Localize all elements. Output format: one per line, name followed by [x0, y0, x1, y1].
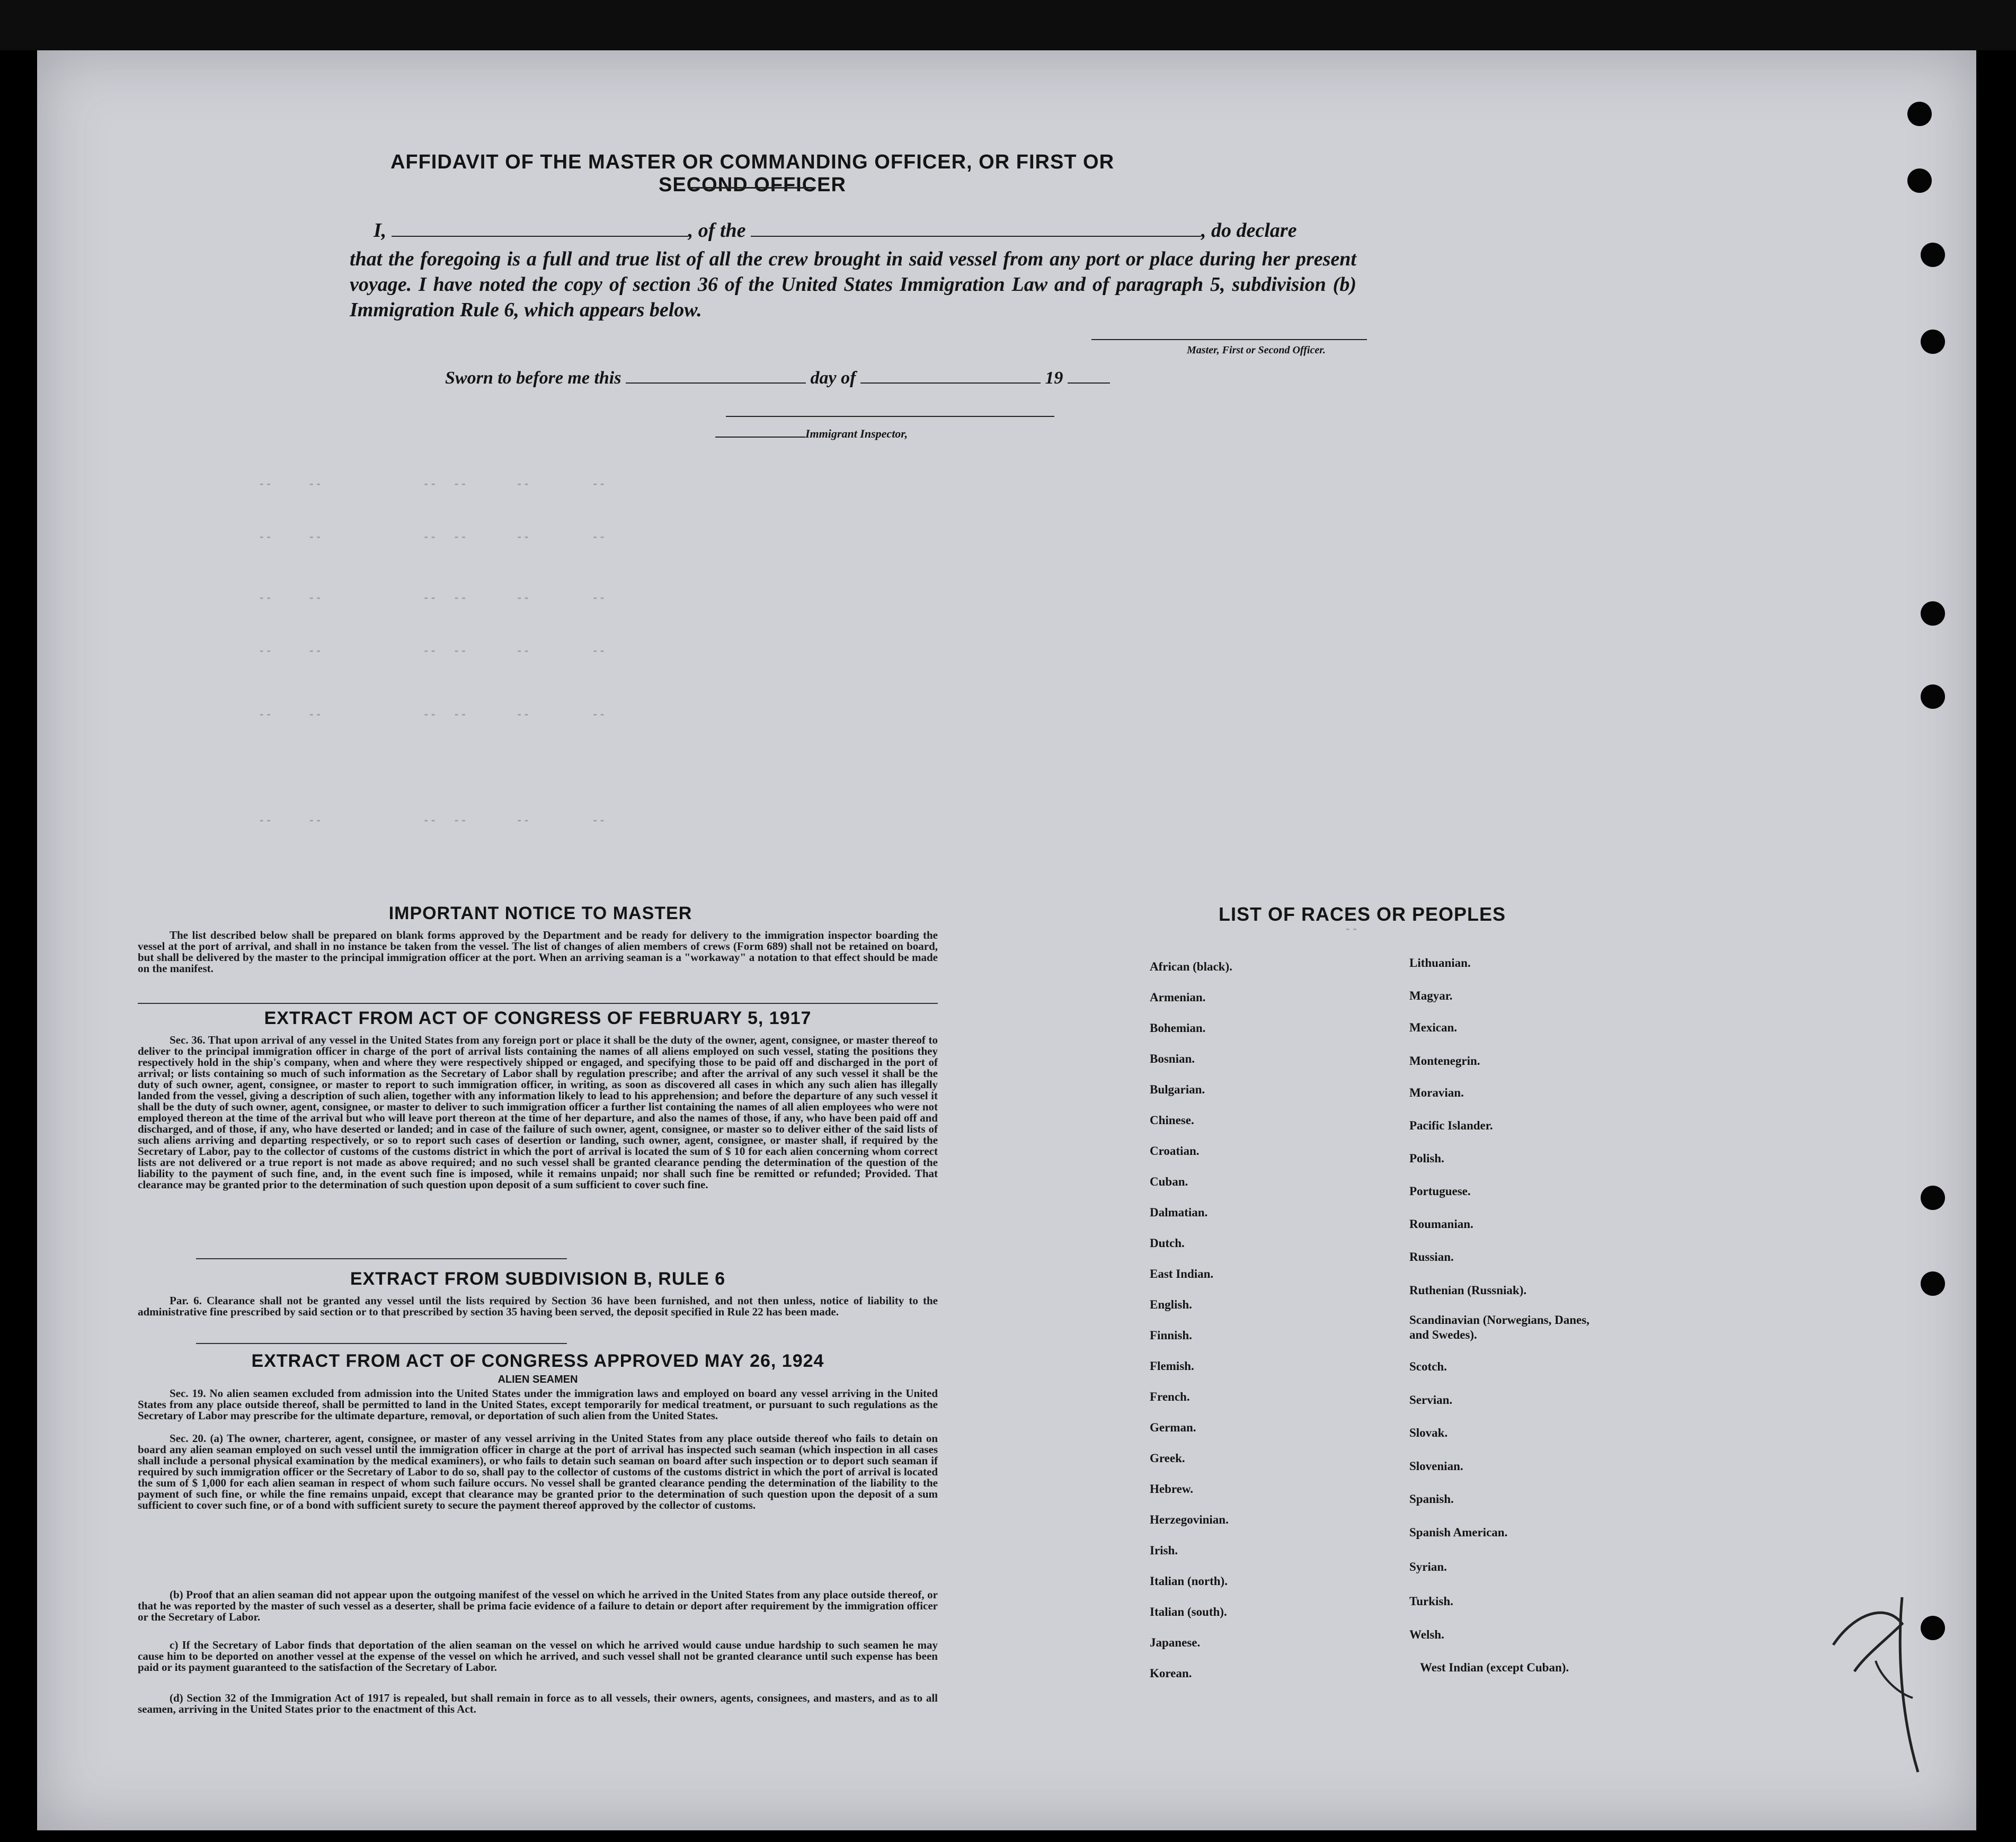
race-item: Spanish.: [1409, 1492, 1454, 1506]
race-item: Welsh.: [1409, 1628, 1444, 1641]
sec20a-body: Sec. 20. (a) The owner, charterer, agent, consignee, or master of any vessel arriving in the United States from any place outside thereof who fails to detain on board any alien seaman employed on such vessel until the immigration officer in charge at the port of arrival has inspected such seaman (which inspection in all cases shall include a personal physical examination by the medical examiners), or who fails to detain such seaman on board after such inspection or to deport such seaman if required by such immigration officer or the Secretary of Labor to do so, shall pay to the collector of customs of the customs district in which the port of arrival is located the sum of $ 1,000 for each alien seaman in respect of whom such failure occurs. No vessel shall be granted clearance pending the determination of the liability to the payment of such fine, or while the fine remains unpaid, except that clearance may be granted prior to the determination of such question upon the deposit of a sum sufficient to cover such fine, or of a bond with sufficient surety to secure the payment thereof approved by the collector of customs.: [138, 1432, 938, 1511]
race-item: German.: [1150, 1421, 1196, 1434]
affidavit-declaration-line: [374, 219, 1296, 242]
race-item: Moravian.: [1409, 1086, 1464, 1099]
signature-label: Master, First or Second Officer.: [1187, 344, 1326, 356]
scan-top-edge: [0, 0, 2016, 50]
act-1917-title: EXTRACT FROM ACT OF CONGRESS OF FEBRUARY 5, 1917: [264, 1008, 812, 1028]
race-item: Syrian.: [1409, 1560, 1447, 1573]
binder-hole-icon: [1921, 1186, 1945, 1210]
act-1917-text: [138, 1035, 938, 1190]
race-item: Chinese.: [1150, 1114, 1194, 1127]
race-item: West Indian (except Cuban).: [1420, 1661, 1569, 1674]
vessel-blank[interactable]: [751, 223, 1201, 237]
binder-hole-icon: [1907, 168, 1932, 193]
race-item: Finnish.: [1150, 1329, 1192, 1342]
notice-rule: [138, 1003, 938, 1004]
race-item: French.: [1150, 1390, 1190, 1403]
sworn-line: [445, 368, 1110, 388]
race-item: Herzegovinian.: [1150, 1513, 1229, 1526]
signature-line[interactable]: [1091, 339, 1367, 340]
sworn-day-of: day of: [810, 368, 856, 388]
manifest-back-page: AFFIDAVIT OF THE MASTER OR COMMANDING OFFICER, OR FIRST OR SECOND OFFICER I, , of the , do declare that the foregoing is a full and true list of all the crew brought in said vessel from any port or place during her present voyage. I have noted the copy of section 36 of the United States Immigration Law and of paragraph 5, subdivision (b) Immigration Rule 6, which appears below. Master, First or Second Officer. Sworn to before me this day of 19 Immigrant Inspector, - - - - - - - - - - - - - - - - - - - - - - - - - - - - - - - - - - - - - - - - - - - - - - - - - - - - - - - - - - - - - - - - - - - - - - - - IMPORTANT NOTICE TO MASTER The list described below shall be prepared on blank forms approved by the Department and be ready for delivery to the immigration inspector boarding the vessel at the port of arrival, and shall in no instance be taken from the vessel. The list of changes of alien members of crews (Form 689) shall not be retained on board, but shall be delivered by the master to the principal immigration officer at the port. When an arriving seaman is a "workaway" a notation to that effect should be made on the manifest. EXTRACT FROM ACT OF CONGRESS OF FEBRUARY 5, 1917 Sec. 36. That upon arrival of any vessel in the United States from any foreign port or place it shall be the duty of the owner, agent, consignee, or master thereof to deliver to the principal immigration officer in charge of the port of arrival lists containing the names of all aliens employed on such vessel, stating the positions they respectively hold in the ship's company, when and where they were respectively shipped or engaged, and specifying those to be paid off and discharged in the port of arrival; or lists containing so much of such information as the Secretary of Labor shall by regulation prescribe; and after the arrival of any such vessel it shall be the duty of such owner, agent, consignee, or master to report to such immigration officer, in writing, as soon as discovered all cases in which any such alien has illegally landed from the vessel, giving a description of such alien, together with any information likely to lead to his apprehension; and before the departure of any such vessel it shall be the duty of such owner, agent, consignee, or master to deliver to such immigration officer a further list containing the names of all alien employees who were not employed thereon at the time of the arrival but who will leave port thereon at the time of her departure, and also the names of those, if any, who have been paid off and discharged, and of those, if any, who have deserted or landed; and in case of the failure of such owner, agent, consignee, or master so to deliver either of the said lists of such aliens arriving and departing respectively, or so to report such cases of desertion or landing, such owner, agent, consignee, or master shall, if required by the Secretary of Labor, pay to the collector of customs of the customs district in which the port of arrival is located the sum of $ 10 for each alien concerning whom correct lists are not delivered or a true report is not made as above required; and no such vessel shall be granted clearance pending the determination of the question of the liability to the payment of such fine, and, in the event such fine is imposed, while it remains unpaid; nor shall such fine be remitted or refunded; Provided. That clearance may be granted prior to the determination of such question upon deposit of a sum sufficient to cover such fine. EXTRACT FROM SUBDIVISION B, RULE 6 Par. 6. Clearance shall not be granted any vessel until the lists required by Section 36 have been furnished, and not then unless, notice of liability to the administrative fine prescribed by said section or to that prescribed by section 35 having been served, the deposit specified in Rule 22 has been made. EXTRACT FROM ACT OF CONGRESS APPROVED MAY 26, 1924 ALIEN SEAMEN Sec. 19. No alien seamen excluded from admission into the United States under the immigration laws and employed on board any vessel arriving in the United States from any place outside thereof, shall be permitted to land in the United States, except temporarily for medical treatment, or pursuant to such regulations as the Secretary of Labor may prescribe for the ultimate departure, removal, or deportation of such alien from the United States. Sec. 20. (a) The owner, charterer, agent, consignee, or master of any vessel arriving in the United States from any place outside thereof who fails to detain on board any alien seaman employed on such vessel until the immigration officer in charge at the port of arrival has inspected such seaman (which inspection in all cases shall include a personal physical examination by the medical examiners), or who fails to detain such seaman on board after such inspection or to deport such seaman if required by such immigration officer or the Secretary of Labor to do so, shall pay to the collector of customs of the customs district in which the port of arrival is located the sum of $ 1,000 for each alien seaman in respect of whom such failure occurs. No vessel shall be granted clearance pending the determination of the liability to the payment of such fine, or while the fine remains unpaid, except that clearance may be granted prior to the determination of such question upon the deposit of a sum sufficient to cover such fine, or of a bond with sufficient surety to secure the payment thereof approved by the collector of customs. (b) Proof that an alien seaman did not appear upon the outgoing manifest of the vessel on which he arrived in the United States from any place outside thereof, or that he was reported by the master of such vessel as a deserter, shall be prima facie evidence of a failure to detain or deport after requirement by the immigration officer or the Secretary of Labor. c) If the Secretary of Labor finds that deportation of the alien seaman on the vessel on which he arrived would cause undue hardship to such seamen he may cause him to be deported on another vessel at the expense of the vessel on which he arrived, and such vessel shall not be granted clearance until such expense has been paid or its payment guaranteed to the satisfaction of the Secretary of Labor. (d) Section 32 of the Immigration Act of 1917 is repealed, but shall remain in force as to all vessels, their owners, agents, consignees, and masters, and as to all seamen, arriving in the United States prior to the enactment of this Act. LIST OF RACES OR PEOPLES - - African (black). Armenian. Bohemian. Bosnian. Bulgarian. Chinese. Croatian. Cuban. Dalmatian. Dutch. East Indian. English. Finnish. Flemish. French. German. Greek. Hebrew. Herzegovinian. Irish. Italian (north). Italian (south). Japanese. Korean. Lithuanian. Magyar. Mexican. Montenegrin. Moravian. Pacific Islander. Polish. Portuguese. Roumanian. Russian. Ruthenian (Russniak). Scandinavian (Norwegians, Danes, and Swedes). Scotch. Servian. Slovak. Slovenian. Spanish. Spanish American. Syrian. Turkish. Welsh. West Indian (except Cuban).: [37, 50, 1976, 1830]
name-blank[interactable]: [392, 223, 688, 237]
race-item: Bulgarian.: [1150, 1083, 1205, 1096]
binder-hole-icon: [1921, 243, 1945, 267]
affidavit-do-declare: , do declare: [1201, 219, 1297, 242]
sec20b-body: (b) Proof that an alien seaman did not appear upon the outgoing manifest of the vessel on which he arrived in the United States from any place outside thereof, or that he was reported by the master of such vessel as a deserter, shall be prima facie evidence of a failure to detain or deport after requirement by the immigration officer or the Secretary of Labor.: [138, 1588, 938, 1623]
sworn-day-blank[interactable]: [626, 370, 806, 384]
race-item: Pacific Islander.: [1409, 1119, 1493, 1132]
race-item: Croatian.: [1150, 1144, 1200, 1158]
race-item: Bohemian.: [1150, 1021, 1206, 1035]
affidavit-of-the: , of the: [688, 219, 746, 242]
race-item: Bosnian.: [1150, 1052, 1195, 1065]
affidavit-i: I,: [374, 219, 387, 242]
race-item: Cuban.: [1150, 1175, 1188, 1188]
affidavit-title-rule: [689, 187, 816, 189]
race-item: Scandinavian (Norwegians, Danes, and Swedes).: [1409, 1313, 1589, 1341]
act-1924-sec19: [138, 1388, 938, 1421]
rule6-title: EXTRACT FROM SUBDIVISION B, RULE 6: [350, 1269, 726, 1289]
race-item: English.: [1150, 1298, 1192, 1311]
race-item: Slovak.: [1409, 1426, 1448, 1439]
notice-text-body: The list described below shall be prepared on blank forms approved by the Department and be ready for delivery to the immigration inspector boarding the vessel at the port of arrival, and shall in no instance be taken from the vessel. The list of changes of alien members of crews (Form 689) shall not be retained on board, but shall be delivered by the master to the principal immigration officer at the port. When an arriving seaman is a "workaway" a notation to that effect should be made on the manifest.: [138, 929, 938, 975]
sec19-body: Sec. 19. No alien seamen excluded from admission into the United States under the immigration laws and employed on board any vessel arriving in the United States from any place outside thereof, shall be permitted to land in the United States, except temporarily for medical treatment, or pursuant to such regulations as the Secretary of Labor may prescribe for the ultimate departure, removal, or deportation of such alien from the United States.: [138, 1387, 938, 1422]
inspector-signature-line[interactable]: [726, 416, 1054, 417]
race-item: Servian.: [1409, 1393, 1453, 1407]
act-1924-sec20c: [138, 1640, 938, 1673]
affidavit-title: AFFIDAVIT OF THE MASTER OR COMMANDING OFFICER, OR FIRST OR SECOND OFFICER: [390, 151, 1115, 196]
race-item: Irish.: [1150, 1544, 1178, 1557]
binder-hole-icon: [1921, 1271, 1945, 1296]
sec20c-body: c) If the Secretary of Labor finds that deportation of the alien seaman on the vessel on which he arrived would cause undue hardship to such seamen he may cause him to be deported on another vessel at the expense of the vessel on which he arrived, and such vessel shall not be granted clearance until such expense has been paid or its payment guaranteed to the satisfaction of the Secretary of Labor.: [138, 1639, 938, 1674]
act-1917-rule: [196, 1258, 567, 1259]
sworn-prefix: Sworn to before me this: [445, 368, 621, 388]
race-item: Italian (south).: [1150, 1605, 1227, 1618]
races-title-dash: - -: [1346, 922, 1357, 935]
race-item: Lithuanian.: [1409, 956, 1471, 969]
race-item: Scotch.: [1409, 1360, 1447, 1373]
race-item: Russian.: [1409, 1250, 1454, 1263]
notice-title: IMPORTANT NOTICE TO MASTER: [388, 903, 692, 923]
rule6-text: [138, 1295, 938, 1318]
act-1924-sec20a: [138, 1433, 938, 1511]
race-item: Turkish.: [1409, 1595, 1453, 1608]
races-title: LIST OF RACES OR PEOPLES: [1219, 903, 1506, 925]
race-item: Dalmatian.: [1150, 1206, 1208, 1219]
race-item: Spanish American.: [1409, 1526, 1508, 1539]
race-item: Hebrew.: [1150, 1482, 1193, 1496]
inspector-label: [715, 424, 908, 441]
binder-hole-icon: [1921, 684, 1945, 709]
act-1924-sec20d: [138, 1693, 938, 1715]
act-1924-sec20b: [138, 1589, 938, 1623]
race-item: Ruthenian (Russniak).: [1409, 1284, 1527, 1297]
race-item: Roumanian.: [1409, 1217, 1473, 1231]
race-item: Mexican.: [1409, 1021, 1458, 1034]
binder-hole-icon: [1921, 1616, 1945, 1640]
race-item: Korean.: [1150, 1667, 1192, 1680]
affidavit-paragraph: that the foregoing is a full and true list of all the crew brought in said vessel from any port or place during her present voyage. I have noted the copy of section 36 of the United States Immigration Law and of paragraph 5, subdivision (b) Immigration Rule 6, which appears below.: [350, 248, 1356, 321]
race-item: Greek.: [1150, 1452, 1185, 1465]
handwritten-mark-icon: [1823, 1581, 1929, 1783]
act-1924-title: EXTRACT FROM ACT OF CONGRESS APPROVED MAY 26, 1924: [251, 1351, 824, 1371]
binder-hole-icon: [1907, 102, 1932, 126]
binder-hole-icon: [1921, 330, 1945, 354]
race-item: Dutch.: [1150, 1236, 1185, 1250]
race-item: Italian (north).: [1150, 1574, 1228, 1588]
sec20d-body: (d) Section 32 of the Immigration Act of 1917 is repealed, but shall remain in force as to all vessels, their owners, agents, consignees, and masters, and as to all seamen, arriving in the United States prior to the enactment of this Act.: [138, 1692, 938, 1715]
race-item: African (black).: [1150, 960, 1232, 973]
race-item: East Indian.: [1150, 1267, 1214, 1280]
sworn-year: 19: [1045, 368, 1063, 388]
rule6-text-body: Par. 6. Clearance shall not be granted any vessel until the lists required by Section 36 have been furnished, and not then unless, notice of liability to the administrative fine prescribed by said section or to that prescribed by section 35 having been served, the deposit specified in Rule 22 has been made.: [138, 1294, 938, 1318]
race-item: Magyar.: [1409, 989, 1453, 1002]
act-1917-text-body: Sec. 36. That upon arrival of any vessel in the United States from any foreign port or place it shall be the duty of the owner, agent, consignee, or master thereof to deliver to the principal immigration officer in charge of the port of arrival lists containing the names of all aliens employed on such vessel, stating the positions they respectively hold in the ship's company, when and where they were respectively shipped or engaged, and specifying those to be paid off and discharged in the port of arrival; or lists containing so much of such information as the Secretary of Labor shall by regulation prescribe; and after the arrival of any such vessel it shall be the duty of such owner, agent, consignee, or master to report to such immigration officer, in writing, as soon as discovered all cases in which any such alien has illegally landed from the vessel, giving a description of such alien, together with any information likely to lead to his apprehension; and before the departure of any such vessel it shall be the duty of such owner, agent, consignee, or master to deliver to such immigration officer a further list containing the names of all alien employees who were not employed thereon at the time of the arrival but who will leave port thereon at the time of her departure, and also the names of those, if any, who have been paid off and discharged, and of those, if any, who have deserted or landed; and in case of the failure of such owner, agent, consignee, or master so to deliver either of the said lists of such aliens arriving and departing respectively, or so to report such cases of desertion or landing, such owner, agent, consignee, or master shall, if required by the Secretary of Labor, pay to the collector of customs of the customs district in which the port of arrival is located the sum of $ 10 for each alien concerning whom correct lists are not delivered or a true report is not made as above required; and no such vessel shall be granted clearance pending the determination of the question of the liability to the payment of such fine, and, in the event such fine is imposed, while it remains unpaid; nor shall such fine be remitted or refunded; Provided. That clearance may be granted prior to the determination of such question upon deposit of a sum sufficient to cover such fine.: [138, 1034, 938, 1191]
rule6-rule: [196, 1343, 567, 1344]
sworn-month-blank[interactable]: [860, 370, 1041, 384]
inspector-blank[interactable]: [715, 424, 805, 438]
race-item: Montenegrin.: [1409, 1054, 1480, 1067]
race-item: Japanese.: [1150, 1636, 1201, 1649]
race-item: Portuguese.: [1409, 1185, 1471, 1198]
race-item: Flemish.: [1150, 1359, 1194, 1373]
race-item: Slovenian.: [1409, 1460, 1463, 1473]
inspector-label-text: Immigrant Inspector,: [805, 427, 908, 440]
notice-text: [138, 930, 938, 974]
sworn-year-blank[interactable]: [1068, 370, 1110, 384]
race-item: Armenian.: [1150, 991, 1206, 1004]
race-item: Polish.: [1409, 1152, 1444, 1165]
act-1924-subtitle: ALIEN SEAMEN: [498, 1374, 578, 1385]
binder-hole-icon: [1921, 601, 1945, 626]
